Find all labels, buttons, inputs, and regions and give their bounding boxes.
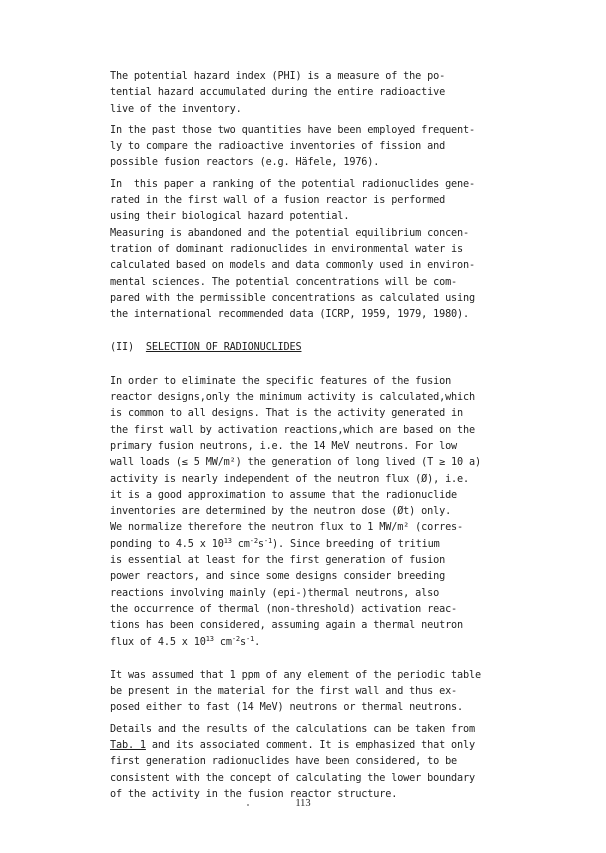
section-heading [110, 340, 520, 356]
text-line: It was assumed that 1 ppm of any element of the periodic table [110, 669, 481, 681]
text-line: activity is nearly independent of the neutron flux (Ø), i.e. [110, 473, 470, 485]
section-number: (II) [110, 342, 134, 354]
paragraph-details [110, 722, 520, 803]
text-line: is common to all designs. That is the activity generated in [110, 408, 464, 420]
text-line: tential hazard accumulated during the entire radioactive [110, 87, 446, 99]
page-number: 113 [295, 798, 311, 809]
text-line: Details and the results of the calculations can be taken from [110, 723, 475, 735]
text-line: Measuring is abandoned and the potential equilibrium concen- [110, 227, 470, 239]
text-line: inventories are determined by the neutron dose (Øt) only. [110, 506, 452, 518]
text-line: power reactors, and since some designs consider breeding [110, 571, 446, 583]
text-line: is essential at least for the first generation of fusion [110, 555, 446, 567]
text-line: the occurrence of thermal (non-threshold) activation reac- [110, 603, 458, 615]
text-line: In order to eliminate the specific features of the fusion [110, 375, 452, 387]
body-text [110, 69, 520, 803]
text-line: the first wall by activation reactions,which are based on the [110, 424, 475, 436]
text-line: mental sciences. The potential concentrations will be com- [110, 276, 458, 288]
flux-line: ponding to 4.5 x $10^{13}$ $cm^{-2}s^{-1}$). Since breeding of tritium [110, 536, 440, 550]
text-line: rated in the first wall of a fusion reactor is performed [110, 195, 446, 207]
text-line: calculated based on models and data commonly used in environ- [110, 260, 475, 272]
text-line: In the past those two quantities have been employed frequent- [110, 124, 475, 136]
text-line: reactor designs,only the minimum activity is calculated,which [110, 392, 475, 404]
flux-line: flux of 4.5 x $10^{13}$ $cm^{-2}s^{-1}$. [110, 634, 261, 648]
text-line: it is a good approximation to assume that the radionuclide [110, 489, 458, 501]
paragraph-past [110, 123, 520, 172]
text-line: the international recommended data (ICRP, 1959, 1979, 1980). [110, 309, 470, 321]
paragraph-ranking [110, 177, 520, 324]
text-line: consistent with the concept of calculating the lower boundary [110, 772, 475, 784]
paragraph-selection [110, 374, 520, 651]
section-title: SELECTION OF RADIONUCLIDES [145, 342, 302, 354]
text-line: pared with the permissible concentrations as calculated using [110, 292, 475, 304]
paragraph-phi [110, 69, 520, 118]
text-line: We normalize therefore the neutron flux to 1 MW/m² (corres- [110, 522, 464, 534]
table-reference-link[interactable]: Tab. 1 [110, 739, 146, 751]
text-line: be present in the material for the first wall and thus ex- [110, 686, 458, 698]
text-line: posed either to fast (14 MeV) neutrons or thermal neutrons. [110, 702, 464, 714]
text-line: tration of dominant radionuclides in environmental water is [110, 243, 464, 255]
text-line: using their biological hazard potential. [110, 211, 350, 223]
text-line: first generation radionuclides have been considered, to be [110, 756, 458, 768]
paragraph-ppm [110, 668, 520, 717]
text-line: live of the inventory. [110, 103, 242, 115]
text-line: possible fusion reactors (e.g. Häfele, 1976). [110, 157, 380, 169]
text-line: The potential hazard index (PHI) is a measure of the po- [110, 71, 446, 82]
text-line: ly to compare the radioactive inventories of fission and [110, 141, 446, 153]
text-line: wall loads (≤ 5 MW/m²) the generation of long lived (T ≥ 10 a) [110, 457, 481, 469]
text-line: reactions involving mainly (epi-)thermal neutrons, also [110, 587, 440, 599]
text-line: primary fusion neutrons, i.e. the 14 MeV neutrons. For low [110, 440, 458, 452]
text-line: Tab. 1 and its associated comment. It is emphasized that only [110, 739, 475, 751]
text-line: In this paper a ranking of the potential radionuclides gene- [110, 178, 475, 190]
text-line: tions has been considered, assuming again a thermal neutron [110, 620, 464, 632]
text-line: of the activity in the fusion reactor structure. [110, 788, 398, 800]
